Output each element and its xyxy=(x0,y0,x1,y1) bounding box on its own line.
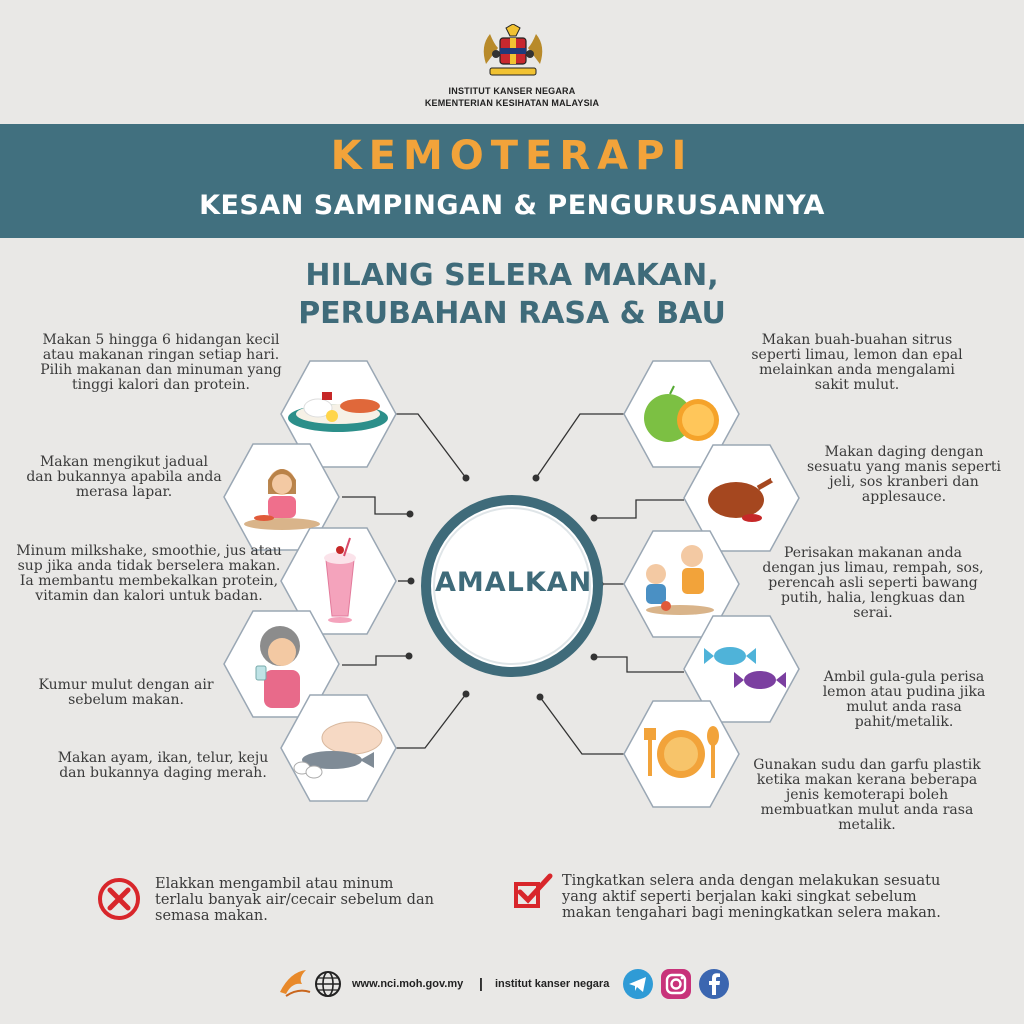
website-link[interactable]: www.nci.moh.gov.my xyxy=(352,978,464,990)
connector-dot xyxy=(463,691,470,698)
connector-dot xyxy=(408,578,415,585)
connector-dot xyxy=(463,475,470,482)
tip-left-4: Kumur mulut dengan air sebelum makan. xyxy=(38,677,214,708)
footer-org-name: institut kanser negara xyxy=(495,978,610,990)
recommend-note: Tingkatkan selera anda dengan melakukan sesuatu yang aktif seperti berjalan kaki singkat sebelum makan tengahari bagi meningkatkan selera makan. xyxy=(562,873,941,921)
connector-line xyxy=(594,657,684,672)
page-title: KEMOTERAPI xyxy=(330,133,694,179)
section-heading-line-2: PERUBAHAN RASA & BAU xyxy=(298,296,726,331)
connector-dot xyxy=(591,654,598,661)
connector-line xyxy=(395,694,466,748)
connector-dot xyxy=(591,515,598,522)
connector-line xyxy=(540,697,624,754)
org-line-2: KEMENTERIAN KESIHATAN MALAYSIA xyxy=(424,98,600,108)
connector-line xyxy=(395,414,466,478)
connector-line xyxy=(594,500,684,518)
telegram-icon[interactable] xyxy=(622,968,654,1000)
avoid-cross-icon xyxy=(96,876,142,922)
connector-line xyxy=(342,656,409,665)
tip-right-1: Makan buah-buahan sitrus seperti limau, lemon dan epal melainkan anda mengalami sakit mulut. xyxy=(751,332,963,393)
nci-bird-logo xyxy=(276,966,312,1000)
page-subtitle: KESAN SAMPINGAN & PENGURUSANNYA xyxy=(199,190,825,221)
tip-left-2: Makan mengikut jadual dan bukannya apabila anda merasa lapar. xyxy=(26,454,222,500)
tip-right-2: Makan daging dengan sesuatu yang manis seperti jeli, sos kranberi dan applesauce. xyxy=(806,444,1002,505)
recommend-check-icon xyxy=(510,872,556,912)
org-line-1: INSTITUT KANSER NEGARA xyxy=(448,86,576,96)
footer-separator: | xyxy=(479,975,483,991)
connector-dot xyxy=(407,511,414,518)
section-heading-line-1: HILANG SELERA MAKAN, xyxy=(305,258,719,293)
tip-right-5: Gunakan sudu dan garfu plastik ketika makan kerana beberapa jenis kemoterapi boleh membuatkan mulut anda rasa metalik. xyxy=(753,757,981,833)
connector-dot xyxy=(406,653,413,660)
instagram-icon[interactable] xyxy=(660,968,692,1000)
connector-line xyxy=(342,497,410,514)
connector-dot xyxy=(537,694,544,701)
avoid-note: Elakkan mengambil atau minum terlalu banyak air/cecair sebelum dan semasa makan. xyxy=(155,876,434,924)
tip-left-1: Makan 5 hingga 6 hidangan kecil atau makanan ringan setiap hari. Pilih makanan dan minuman yang tinggi kalori dan protein. xyxy=(40,332,282,393)
tip-left-3: Minum milkshake, smoothie, jus atau sup jika anda tidak berselera makan. Ia membantu membekalkan protein, vitamin dan kalori untuk badan. xyxy=(16,543,282,604)
connector-line xyxy=(536,414,624,478)
connector-dot xyxy=(533,475,540,482)
tip-right-3: Perisakan makanan anda dengan jus limau, rempah, sos, perencah asli seperti bawang putih, halia, lengkuas dan serai. xyxy=(762,545,984,621)
globe-icon xyxy=(314,970,342,998)
tip-right-4: Ambil gula-gula perisa lemon atau pudina jika mulut anda rasa pahit/metalik. xyxy=(822,669,986,730)
tip-left-5: Makan ayam, ikan, telur, keju dan bukannya daging merah. xyxy=(57,750,269,781)
center-label: AMALKAN xyxy=(435,567,593,598)
facebook-icon[interactable] xyxy=(698,968,730,1000)
